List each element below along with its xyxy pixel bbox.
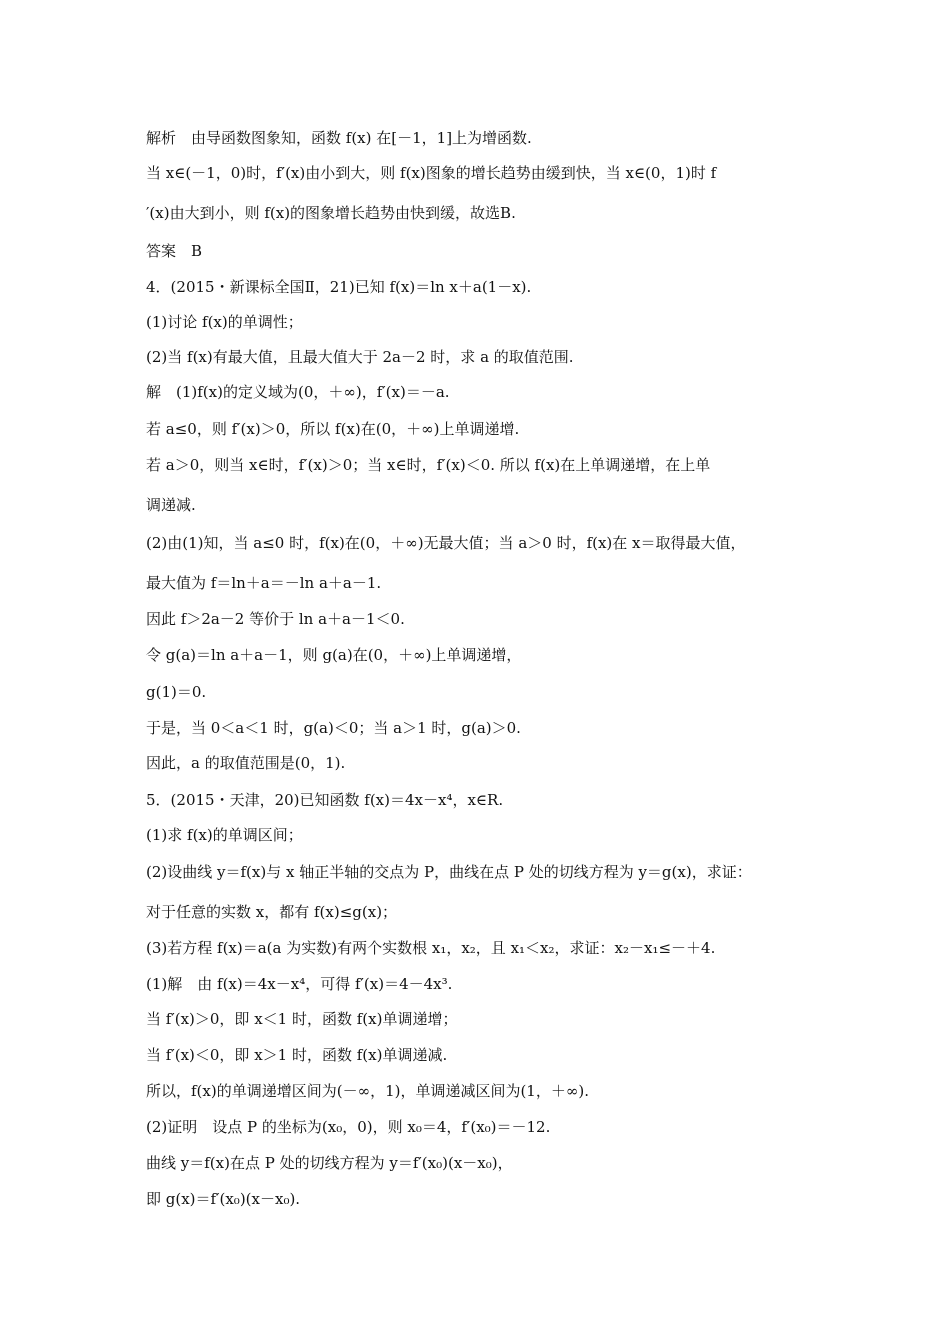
text-line: (2)证明 设点 P 的坐标为(x₀，0)，则 x₀＝4，f′(x₀)＝－12. bbox=[146, 1118, 551, 1136]
text-line: 对于任意的实数 x，都有 f(x)≤g(x)； bbox=[146, 903, 398, 921]
text-line: 曲线 y＝f(x)在点 P 处的切线方程为 y＝f′(x₀)(x－x₀)， bbox=[146, 1154, 513, 1172]
text-line: 当 f′(x)＜0，即 x＞1 时，函数 f(x)单调递减. bbox=[146, 1046, 448, 1064]
text-line: 若 a＞0，则当 x∈时，f′(x)＞0；当 x∈时，f′(x)＜0. 所以 f(x)在上单调递增，在上单 bbox=[146, 456, 711, 474]
text-line: 调递减. bbox=[146, 496, 196, 514]
text-line: g(1)＝0. bbox=[146, 683, 207, 701]
text-line: 所以，f(x)的单调递增区间为(－∞，1)，单调递减区间为(1，＋∞). bbox=[146, 1082, 589, 1100]
text-line: 答案 B bbox=[146, 242, 203, 260]
text-line: 即 g(x)＝f′(x₀)(x－x₀). bbox=[146, 1190, 301, 1208]
text-line: 解析 由导函数图象知，函数 f(x) 在[－1，1]上为增函数. bbox=[146, 129, 532, 147]
text-line: (3)若方程 f(x)＝a(a 为实数)有两个实数根 x₁，x₂，且 x₁＜x₂，求证：x₂－x₁≤－＋4. bbox=[146, 939, 716, 957]
text-line: (2)由(1)知，当 a≤0 时，f(x)在(0，＋∞)无最大值；当 a＞0 时，f(x)在 x＝取得最大值， bbox=[146, 534, 746, 552]
text-line: 最大值为 f＝ln＋a＝－ln a＋a－1. bbox=[146, 574, 382, 592]
text-line: 当 x∈(－1，0)时，f′(x)由小到大，则 f(x)图象的增长趋势由缓到快，当 x∈(0，1)时 f bbox=[146, 164, 717, 182]
text-line: (1)讨论 f(x)的单调性； bbox=[146, 313, 303, 331]
text-line: 因此 f＞2a－2 等价于 ln a＋a－1＜0. bbox=[146, 610, 405, 628]
text-line: 4．(2015・新课标全国Ⅱ，21)已知 f(x)＝ln x＋a(1－x). bbox=[146, 278, 532, 296]
text-line: 5．(2015・天津，20)已知函数 f(x)＝4x－x⁴，x∈R. bbox=[146, 791, 504, 809]
text-line: 当 f′(x)＞0，即 x＜1 时，函数 f(x)单调递增； bbox=[146, 1010, 458, 1028]
text-line: 因此，a 的取值范围是(0，1). bbox=[146, 754, 346, 772]
text-line: 解 (1)f(x)的定义域为(0，＋∞)，f′(x)＝－a. bbox=[146, 383, 450, 401]
text-line: (2)设曲线 y＝f(x)与 x 轴正半轴的交点为 P，曲线在点 P 处的切线方程为 y＝g(x)，求证： bbox=[146, 863, 752, 881]
text-line: ′(x)由大到小，则 f(x)的图象增长趋势由快到缓，故选B. bbox=[146, 204, 516, 222]
text-line: 于是，当 0＜a＜1 时，g(a)＜0；当 a＞1 时，g(a)＞0. bbox=[146, 719, 521, 737]
text-line: (1)解 由 f(x)＝4x－x⁴，可得 f′(x)＝4－4x³. bbox=[146, 975, 453, 993]
text-line: 令 g(a)＝ln a＋a－1，则 g(a)在(0，＋∞)上单调递增， bbox=[146, 646, 522, 664]
text-line: (2)当 f(x)有最大值，且最大值大于 2a－2 时，求 a 的取值范围. bbox=[146, 348, 574, 366]
text-line: (1)求 f(x)的单调区间； bbox=[146, 826, 303, 844]
text-line: 若 a≤0，则 f′(x)＞0，所以 f(x)在(0，＋∞)上单调递增. bbox=[146, 420, 520, 438]
